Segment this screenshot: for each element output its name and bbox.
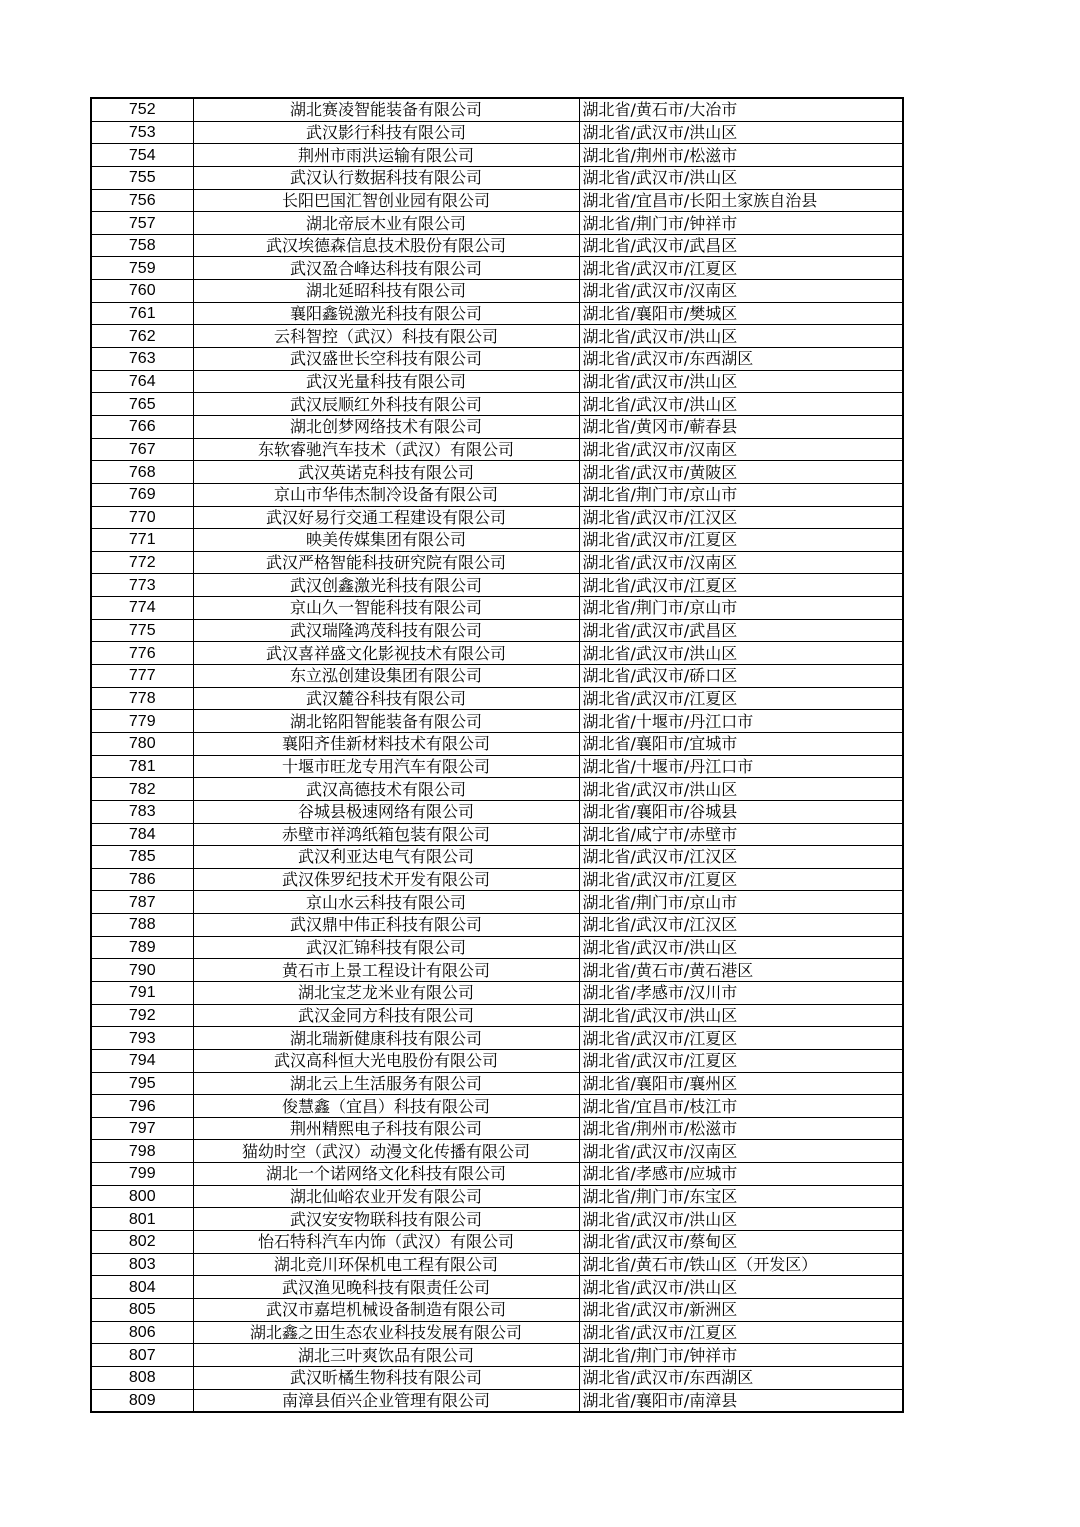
table-row bbox=[91, 1004, 903, 1027]
row-number-cell: 780 bbox=[91, 732, 193, 755]
row-number-cell: 790 bbox=[91, 959, 193, 982]
row-number-cell: 770 bbox=[91, 506, 193, 529]
company-name-cell: 京山水云科技有限公司 bbox=[193, 891, 579, 914]
row-number-cell: 806 bbox=[91, 1321, 193, 1344]
company-name-cell: 武汉光量科技有限公司 bbox=[193, 370, 579, 393]
row-number-cell: 765 bbox=[91, 393, 193, 416]
table-row bbox=[91, 483, 903, 506]
row-number-cell: 772 bbox=[91, 551, 193, 574]
table-row bbox=[91, 1276, 903, 1299]
region-cell: 湖北省/武汉市/江夏区 bbox=[579, 574, 903, 597]
row-number-cell: 800 bbox=[91, 1185, 193, 1208]
company-name-cell: 怡石特科汽车内饰（武汉）有限公司 bbox=[193, 1231, 579, 1254]
row-number-cell: 774 bbox=[91, 597, 193, 620]
row-number-cell: 809 bbox=[91, 1389, 193, 1412]
row-number-cell: 768 bbox=[91, 461, 193, 484]
row-number-cell: 804 bbox=[91, 1276, 193, 1299]
region-cell: 湖北省/武汉市/江夏区 bbox=[579, 257, 903, 280]
table-row bbox=[91, 280, 903, 303]
table-row bbox=[91, 1253, 903, 1276]
table-row bbox=[91, 257, 903, 280]
region-cell: 湖北省/武汉市/新洲区 bbox=[579, 1298, 903, 1321]
row-number-cell: 762 bbox=[91, 325, 193, 348]
table-row bbox=[91, 1208, 903, 1231]
row-number-cell: 757 bbox=[91, 212, 193, 235]
table-row bbox=[91, 642, 903, 665]
region-cell: 湖北省/荆门市/京山市 bbox=[579, 597, 903, 620]
region-cell: 湖北省/武汉市/洪山区 bbox=[579, 166, 903, 189]
region-cell: 湖北省/荆门市/京山市 bbox=[579, 483, 903, 506]
table-row bbox=[91, 732, 903, 755]
row-number-cell: 782 bbox=[91, 778, 193, 801]
table-row bbox=[91, 1049, 903, 1072]
row-number-cell: 764 bbox=[91, 370, 193, 393]
region-cell: 湖北省/孝感市/应城市 bbox=[579, 1163, 903, 1186]
row-number-cell: 775 bbox=[91, 619, 193, 642]
company-name-cell: 武汉昕橘生物科技有限公司 bbox=[193, 1366, 579, 1389]
table-row bbox=[91, 823, 903, 846]
region-cell: 湖北省/襄阳市/襄州区 bbox=[579, 1072, 903, 1095]
row-number-cell: 766 bbox=[91, 415, 193, 438]
company-name-cell: 武汉认行数据科技有限公司 bbox=[193, 166, 579, 189]
table-row bbox=[91, 98, 903, 121]
company-name-cell: 谷城县极速网络有限公司 bbox=[193, 800, 579, 823]
row-number-cell: 753 bbox=[91, 121, 193, 144]
company-name-cell: 武汉创鑫激光科技有限公司 bbox=[193, 574, 579, 597]
company-name-cell: 湖北三叶爽饮品有限公司 bbox=[193, 1344, 579, 1367]
region-cell: 湖北省/武汉市/黄陂区 bbox=[579, 461, 903, 484]
company-name-cell: 荆州市雨洪运输有限公司 bbox=[193, 144, 579, 167]
table-row bbox=[91, 348, 903, 371]
company-name-cell: 武汉市嘉垲机械设备制造有限公司 bbox=[193, 1298, 579, 1321]
region-cell: 湖北省/宜昌市/枝江市 bbox=[579, 1095, 903, 1118]
company-name-cell: 京山久一智能科技有限公司 bbox=[193, 597, 579, 620]
row-number-cell: 799 bbox=[91, 1163, 193, 1186]
company-name-cell: 襄阳齐佳新材料技术有限公司 bbox=[193, 732, 579, 755]
region-cell: 湖北省/荆门市/京山市 bbox=[579, 891, 903, 914]
region-cell: 湖北省/武汉市/硚口区 bbox=[579, 665, 903, 688]
table-row bbox=[91, 914, 903, 937]
company-name-cell: 武汉严格智能科技研究院有限公司 bbox=[193, 551, 579, 574]
company-name-cell: 云科智控（武汉）科技有限公司 bbox=[193, 325, 579, 348]
region-cell: 湖北省/襄阳市/宜城市 bbox=[579, 732, 903, 755]
table-row bbox=[91, 1389, 903, 1412]
company-name-cell: 俊慧鑫（宜昌）科技有限公司 bbox=[193, 1095, 579, 1118]
company-name-cell: 武汉盈合峰达科技有限公司 bbox=[193, 257, 579, 280]
table-row bbox=[91, 574, 903, 597]
region-cell: 湖北省/襄阳市/谷城县 bbox=[579, 800, 903, 823]
region-cell: 湖北省/武汉市/洪山区 bbox=[579, 1276, 903, 1299]
company-name-cell: 湖北赛凌智能装备有限公司 bbox=[193, 98, 579, 121]
company-name-cell: 猫幼时空（武汉）动漫文化传播有限公司 bbox=[193, 1140, 579, 1163]
company-name-cell: 十堰市旺龙专用汽车有限公司 bbox=[193, 755, 579, 778]
region-cell: 湖北省/武汉市/东西湖区 bbox=[579, 348, 903, 371]
region-cell: 湖北省/十堰市/丹江口市 bbox=[579, 755, 903, 778]
region-cell: 湖北省/武汉市/江夏区 bbox=[579, 529, 903, 552]
region-cell: 湖北省/黄石市/铁山区（开发区） bbox=[579, 1253, 903, 1276]
company-name-cell: 湖北瑞新健康科技有限公司 bbox=[193, 1027, 579, 1050]
region-cell: 湖北省/武汉市/江夏区 bbox=[579, 1321, 903, 1344]
region-cell: 湖北省/武汉市/洪山区 bbox=[579, 121, 903, 144]
company-name-cell: 武汉高德技术有限公司 bbox=[193, 778, 579, 801]
region-cell: 湖北省/武汉市/东西湖区 bbox=[579, 1366, 903, 1389]
company-name-cell: 湖北宝芝龙米业有限公司 bbox=[193, 981, 579, 1004]
row-number-cell: 761 bbox=[91, 302, 193, 325]
region-cell: 湖北省/武汉市/洪山区 bbox=[579, 642, 903, 665]
row-number-cell: 801 bbox=[91, 1208, 193, 1231]
region-cell: 湖北省/武汉市/江汉区 bbox=[579, 846, 903, 869]
region-cell: 湖北省/武汉市/洪山区 bbox=[579, 325, 903, 348]
region-cell: 湖北省/荆州市/松滋市 bbox=[579, 144, 903, 167]
row-number-cell: 778 bbox=[91, 687, 193, 710]
region-cell: 湖北省/武汉市/蔡甸区 bbox=[579, 1231, 903, 1254]
company-name-cell: 黄石市上景工程设计有限公司 bbox=[193, 959, 579, 982]
table-row bbox=[91, 325, 903, 348]
region-cell: 湖北省/武汉市/江汉区 bbox=[579, 506, 903, 529]
row-number-cell: 758 bbox=[91, 234, 193, 257]
region-cell: 湖北省/武汉市/江夏区 bbox=[579, 687, 903, 710]
table-row bbox=[91, 1163, 903, 1186]
table-row bbox=[91, 1321, 903, 1344]
table-row bbox=[91, 687, 903, 710]
table-row bbox=[91, 846, 903, 869]
row-number-cell: 776 bbox=[91, 642, 193, 665]
row-number-cell: 794 bbox=[91, 1049, 193, 1072]
company-name-cell: 湖北竞川环保机电工程有限公司 bbox=[193, 1253, 579, 1276]
row-number-cell: 797 bbox=[91, 1117, 193, 1140]
company-name-cell: 湖北云上生活服务有限公司 bbox=[193, 1072, 579, 1095]
row-number-cell: 796 bbox=[91, 1095, 193, 1118]
row-number-cell: 792 bbox=[91, 1004, 193, 1027]
region-cell: 湖北省/宜昌市/长阳土家族自治县 bbox=[579, 189, 903, 212]
region-cell: 湖北省/黄石市/黄石港区 bbox=[579, 959, 903, 982]
row-number-cell: 760 bbox=[91, 280, 193, 303]
region-cell: 湖北省/荆门市/钟祥市 bbox=[579, 212, 903, 235]
company-name-cell: 湖北一个诺网络文化科技有限公司 bbox=[193, 1163, 579, 1186]
company-name-cell: 武汉侏罗纪技术开发有限公司 bbox=[193, 868, 579, 891]
region-cell: 湖北省/武汉市/江夏区 bbox=[579, 868, 903, 891]
table-row bbox=[91, 868, 903, 891]
region-cell: 湖北省/黄冈市/蕲春县 bbox=[579, 415, 903, 438]
region-cell: 湖北省/武汉市/洪山区 bbox=[579, 1004, 903, 1027]
region-cell: 湖北省/武汉市/洪山区 bbox=[579, 370, 903, 393]
row-number-cell: 777 bbox=[91, 665, 193, 688]
company-name-cell: 湖北帝辰木业有限公司 bbox=[193, 212, 579, 235]
company-name-cell: 湖北铭阳智能装备有限公司 bbox=[193, 710, 579, 733]
table-row bbox=[91, 1298, 903, 1321]
table-row bbox=[91, 597, 903, 620]
row-number-cell: 807 bbox=[91, 1344, 193, 1367]
table-body bbox=[91, 98, 903, 1412]
company-name-cell: 武汉英诺克科技有限公司 bbox=[193, 461, 579, 484]
table-row bbox=[91, 121, 903, 144]
row-number-cell: 779 bbox=[91, 710, 193, 733]
table-row bbox=[91, 710, 903, 733]
row-number-cell: 773 bbox=[91, 574, 193, 597]
table-row bbox=[91, 1140, 903, 1163]
company-name-cell: 武汉辰顺红外科技有限公司 bbox=[193, 393, 579, 416]
row-number-cell: 769 bbox=[91, 483, 193, 506]
row-number-cell: 803 bbox=[91, 1253, 193, 1276]
company-name-cell: 湖北延昭科技有限公司 bbox=[193, 280, 579, 303]
region-cell: 湖北省/武汉市/汉南区 bbox=[579, 551, 903, 574]
row-number-cell: 791 bbox=[91, 981, 193, 1004]
region-cell: 湖北省/武汉市/汉南区 bbox=[579, 1140, 903, 1163]
row-number-cell: 793 bbox=[91, 1027, 193, 1050]
row-number-cell: 784 bbox=[91, 823, 193, 846]
row-number-cell: 786 bbox=[91, 868, 193, 891]
row-number-cell: 759 bbox=[91, 257, 193, 280]
company-name-cell: 湖北仙峪农业开发有限公司 bbox=[193, 1185, 579, 1208]
company-name-cell: 武汉瑞隆鸿茂科技有限公司 bbox=[193, 619, 579, 642]
region-cell: 湖北省/黄石市/大冶市 bbox=[579, 98, 903, 121]
table-row bbox=[91, 1117, 903, 1140]
company-name-cell: 南漳县佰兴企业管理有限公司 bbox=[193, 1389, 579, 1412]
row-number-cell: 783 bbox=[91, 800, 193, 823]
table-row bbox=[91, 212, 903, 235]
region-cell: 湖北省/孝感市/汉川市 bbox=[579, 981, 903, 1004]
row-number-cell: 763 bbox=[91, 348, 193, 371]
row-number-cell: 795 bbox=[91, 1072, 193, 1095]
company-name-cell: 荆州精熙电子科技有限公司 bbox=[193, 1117, 579, 1140]
region-cell: 湖北省/武汉市/洪山区 bbox=[579, 936, 903, 959]
row-number-cell: 808 bbox=[91, 1366, 193, 1389]
region-cell: 湖北省/武汉市/洪山区 bbox=[579, 778, 903, 801]
table-row bbox=[91, 800, 903, 823]
table-row bbox=[91, 936, 903, 959]
region-cell: 湖北省/襄阳市/南漳县 bbox=[579, 1389, 903, 1412]
company-name-cell: 武汉埃德森信息技术股份有限公司 bbox=[193, 234, 579, 257]
row-number-cell: 755 bbox=[91, 166, 193, 189]
company-name-cell: 襄阳鑫锐激光科技有限公司 bbox=[193, 302, 579, 325]
table-row bbox=[91, 234, 903, 257]
company-name-cell: 武汉好易行交通工程建设有限公司 bbox=[193, 506, 579, 529]
region-cell: 湖北省/武汉市/汉南区 bbox=[579, 280, 903, 303]
company-name-cell: 武汉麓谷科技有限公司 bbox=[193, 687, 579, 710]
table-row bbox=[91, 189, 903, 212]
table-row bbox=[91, 529, 903, 552]
region-cell: 湖北省/武汉市/江汉区 bbox=[579, 914, 903, 937]
table-row bbox=[91, 1027, 903, 1050]
table-row bbox=[91, 1185, 903, 1208]
row-number-cell: 781 bbox=[91, 755, 193, 778]
table-row bbox=[91, 1095, 903, 1118]
region-cell: 湖北省/荆门市/钟祥市 bbox=[579, 1344, 903, 1367]
company-name-cell: 东软睿驰汽车技术（武汉）有限公司 bbox=[193, 438, 579, 461]
company-name-cell: 京山市华伟杰制冷设备有限公司 bbox=[193, 483, 579, 506]
company-name-cell: 武汉金同方科技有限公司 bbox=[193, 1004, 579, 1027]
row-number-cell: 785 bbox=[91, 846, 193, 869]
table-row bbox=[91, 619, 903, 642]
company-name-cell: 武汉高科恒大光电股份有限公司 bbox=[193, 1049, 579, 1072]
table-row bbox=[91, 778, 903, 801]
company-name-cell: 赤壁市祥鸿纸箱包装有限公司 bbox=[193, 823, 579, 846]
table-row bbox=[91, 461, 903, 484]
region-cell: 湖北省/咸宁市/赤壁市 bbox=[579, 823, 903, 846]
region-cell: 湖北省/武汉市/武昌区 bbox=[579, 234, 903, 257]
row-number-cell: 771 bbox=[91, 529, 193, 552]
table-row bbox=[91, 891, 903, 914]
company-name-cell: 武汉利亚达电气有限公司 bbox=[193, 846, 579, 869]
table-row bbox=[91, 551, 903, 574]
row-number-cell: 788 bbox=[91, 914, 193, 937]
region-cell: 湖北省/武汉市/武昌区 bbox=[579, 619, 903, 642]
row-number-cell: 805 bbox=[91, 1298, 193, 1321]
company-name-cell: 武汉鼎中伟正科技有限公司 bbox=[193, 914, 579, 937]
table-row bbox=[91, 144, 903, 167]
region-cell: 湖北省/荆门市/东宝区 bbox=[579, 1185, 903, 1208]
region-cell: 湖北省/襄阳市/樊城区 bbox=[579, 302, 903, 325]
row-number-cell: 754 bbox=[91, 144, 193, 167]
table-row bbox=[91, 959, 903, 982]
row-number-cell: 767 bbox=[91, 438, 193, 461]
region-cell: 湖北省/武汉市/汉南区 bbox=[579, 438, 903, 461]
row-number-cell: 752 bbox=[91, 98, 193, 121]
row-number-cell: 802 bbox=[91, 1231, 193, 1254]
company-name-cell: 东立泓创建设集团有限公司 bbox=[193, 665, 579, 688]
table-row bbox=[91, 1366, 903, 1389]
company-name-cell: 武汉喜祥盛文化影视技术有限公司 bbox=[193, 642, 579, 665]
company-name-cell: 长阳巴国汇智创业园有限公司 bbox=[193, 189, 579, 212]
table-row bbox=[91, 370, 903, 393]
region-cell: 湖北省/荆州市/松滋市 bbox=[579, 1117, 903, 1140]
company-name-cell: 武汉影行科技有限公司 bbox=[193, 121, 579, 144]
table-row bbox=[91, 665, 903, 688]
table-row bbox=[91, 506, 903, 529]
company-name-cell: 湖北鑫之田生态农业科技发展有限公司 bbox=[193, 1321, 579, 1344]
company-name-cell: 武汉安安物联科技有限公司 bbox=[193, 1208, 579, 1231]
company-name-cell: 武汉渔见晚科技有限责任公司 bbox=[193, 1276, 579, 1299]
region-cell: 湖北省/十堰市/丹江口市 bbox=[579, 710, 903, 733]
table-row bbox=[91, 166, 903, 189]
table-row bbox=[91, 302, 903, 325]
company-name-cell: 湖北创梦网络技术有限公司 bbox=[193, 415, 579, 438]
company-name-cell: 武汉汇锦科技有限公司 bbox=[193, 936, 579, 959]
table-row bbox=[91, 415, 903, 438]
region-cell: 湖北省/武汉市/洪山区 bbox=[579, 393, 903, 416]
region-cell: 湖北省/武汉市/江夏区 bbox=[579, 1049, 903, 1072]
row-number-cell: 787 bbox=[91, 891, 193, 914]
table-row bbox=[91, 1231, 903, 1254]
table-row bbox=[91, 981, 903, 1004]
table-row bbox=[91, 1072, 903, 1095]
table-row bbox=[91, 438, 903, 461]
company-name-cell: 武汉盛世长空科技有限公司 bbox=[193, 348, 579, 371]
row-number-cell: 789 bbox=[91, 936, 193, 959]
row-number-cell: 798 bbox=[91, 1140, 193, 1163]
table-row bbox=[91, 755, 903, 778]
table-row bbox=[91, 393, 903, 416]
enterprise-list-table bbox=[90, 97, 904, 1413]
company-name-cell: 映美传媒集团有限公司 bbox=[193, 529, 579, 552]
region-cell: 湖北省/武汉市/江夏区 bbox=[579, 1027, 903, 1050]
table-row bbox=[91, 1344, 903, 1367]
row-number-cell: 756 bbox=[91, 189, 193, 212]
region-cell: 湖北省/武汉市/洪山区 bbox=[579, 1208, 903, 1231]
